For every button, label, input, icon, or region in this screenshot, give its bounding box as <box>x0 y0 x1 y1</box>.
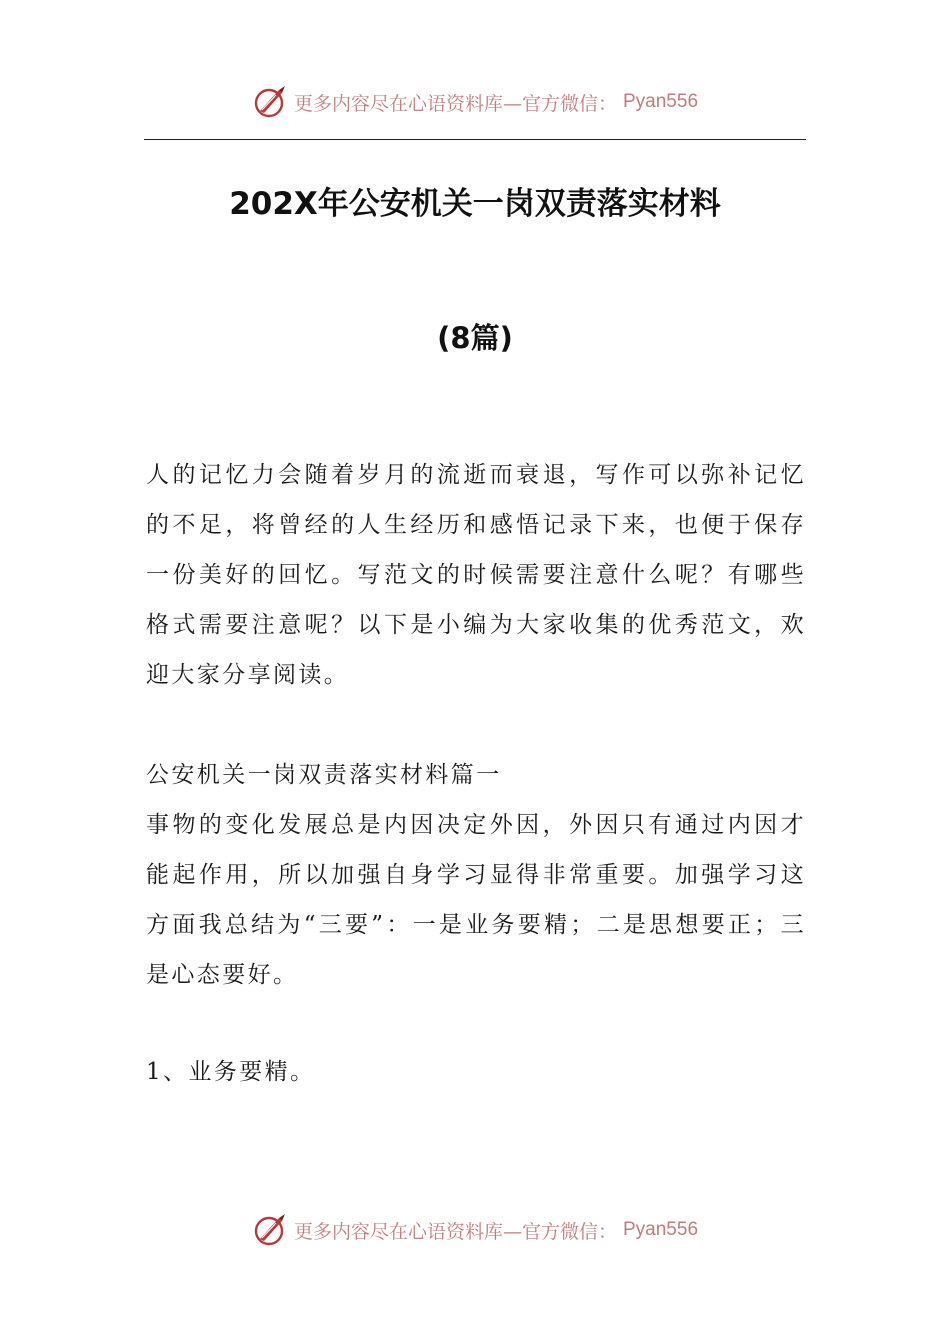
quill-pen-logo-icon <box>252 1212 288 1248</box>
section-paragraph: 事物的变化发展总是内因决定外因，外因只有通过内因才能起作用，所以加强自身学习显得非常重要。加强学习这方面我总结为“三要”：一是业务要精；二是思想要正；三是心态要好。 <box>146 812 806 988</box>
header-banner <box>0 84 950 120</box>
document-title: 202X年公安机关一岗双责落实材料 <box>229 186 721 222</box>
footer-wechat-id: Pyan556 <box>623 1219 699 1240</box>
section-heading: 公安机关一岗双责落实材料篇一 <box>146 762 502 788</box>
quill-pen-logo-icon <box>252 84 288 120</box>
document-subtitle: (8篇) <box>437 321 513 355</box>
header-divider <box>144 139 806 140</box>
intro-paragraph: 人的记忆力会随着岁月的流逝而衰退，写作可以弥补记忆的不足，将曾经的人生经历和感悟记录下来，也便于保存一份美好的回忆。写范文的时候需要注意什么呢？有哪些格式需要注意呢？以下是小编为大家收集的优秀范文，欢迎大家分享阅读。 <box>146 462 806 688</box>
footer-banner <box>0 1212 950 1248</box>
header-banner-text: 更多内容尽在心语资料库—官方微信： <box>293 92 617 115</box>
footer-banner-text: 更多内容尽在心语资料库—官方微信： <box>293 1220 617 1243</box>
list-item: 1、业务要精。 <box>146 1059 316 1085</box>
header-wechat-id: Pyan556 <box>623 91 699 112</box>
